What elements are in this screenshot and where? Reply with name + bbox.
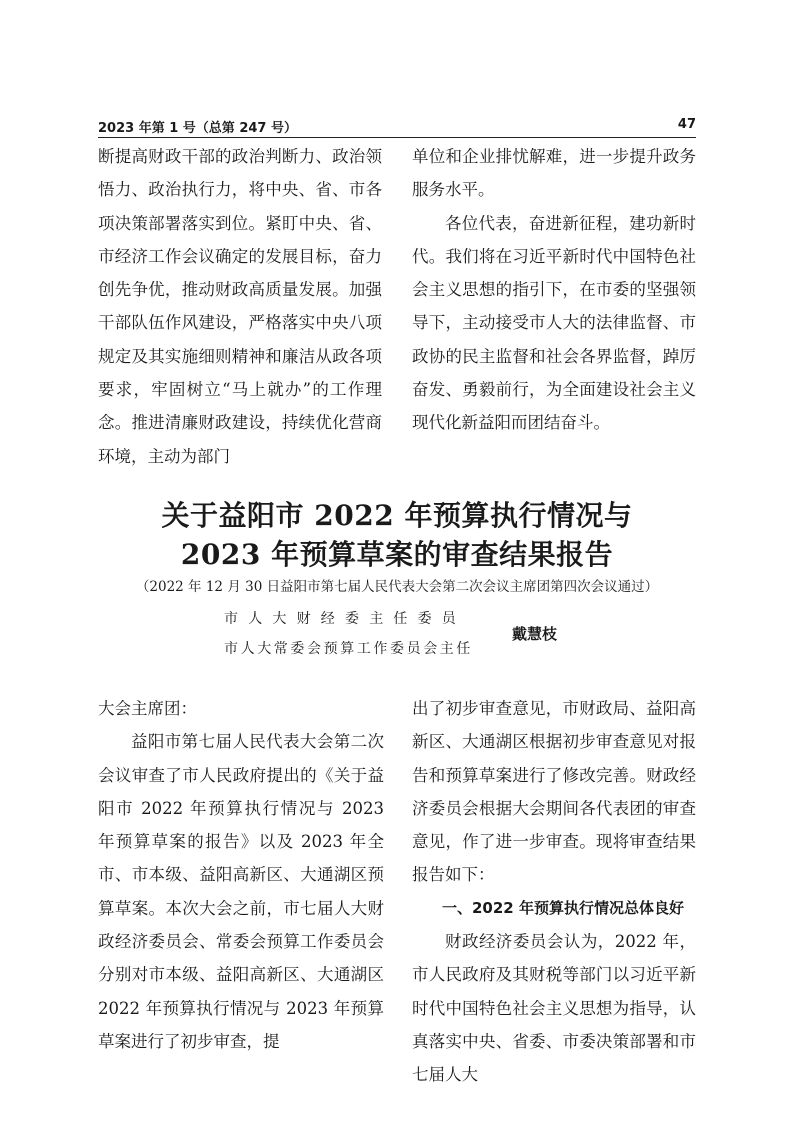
body-paragraph: 财政经济委员会认为，2022 年，市人民政府及其财税等部门以习近平新时代中国特色社会主义思想为指导，认真落实中央、省委、市委决策部署和市七届人大 [412, 932, 696, 1085]
section-heading: 一、2022 年预算执行情况总体良好 [442, 898, 684, 917]
previous-article-right-column [412, 140, 696, 440]
previous-article-left-column [98, 140, 382, 473]
closing-paragraph: 各位代表，奋进新征程，建功新时代。我们将在习近平新时代中国特色社会主义思想的指引下，在市委的坚强领导下，主动接受市人大的法律监督、市政协的民主监督和社会各界监督，踔厉奋发、勇毅前行，为全面建设社会主义现代化新益阳而团结奋斗。 [412, 213, 696, 433]
article-title-line-2: 2023 年预算草案的审查结果报告 [180, 538, 614, 571]
author-name: 戴慧枝 [512, 625, 558, 643]
continued-paragraph: 断提高财政干部的政治判断力、政治领悟力、政治执行力，将中央、省、市各项决策部署落实到位。紧盯中央、省、市经济工作会议确定的发展目标，奋力创先争优，推动财政高质量发展。加强干部队伍作风建设，严格落实中央八项规定及其实施细则精神和廉洁从政各项要求，牢固树立“马上就办”的工作理念。推进清廉财政建设，持续优化营商环境，主动为部门 [98, 147, 382, 466]
continued-paragraph-end: 单位和企业排忧解难，进一步提升政务服务水平。 [412, 147, 696, 200]
article-subtitle: （2022 年 12 月 30 日益阳市第七届人民代表大会第二次会议主席团第四次会议通过） [135, 579, 659, 595]
salutation: 大会主席团： [98, 699, 197, 718]
author-role-1: 市人大财经委主任委员 [224, 611, 466, 627]
article-left-column [98, 692, 384, 1058]
issue-label: 2023 年第 1 号（总第 247 号） [98, 121, 297, 136]
body-paragraph-continued: 出了初步审查意见，市财政局、益阳高新区、大通湖区根据初步审查意见对报告和预算草案进行了修改完善。财政经济委员会根据大会期间各代表团的审查意见，作了进一步审查。现将审查结果报告如下： [412, 699, 696, 885]
article-title-line-1: 关于益阳市 2022 年预算执行情况与 [161, 499, 633, 532]
body-paragraph: 益阳市第七届人民代表大会第二次会议审查了市人民政府提出的《关于益阳市 2022 年预算执行情况与 2023 年预算草案的报告》以及 2023 年全市、市本级、益阳高新区、大通湖区预算草案。本次大会之前，市七届人大财政经济委员会、常委会预算工作委员会分别对市本级、益阳高新区、大通湖区 2022 年预算执行情况与 2023 年预算草案进行了初步审查，提 [98, 732, 384, 1051]
page-number: 47 [677, 117, 696, 132]
article-right-column [412, 692, 696, 1092]
author-role-2: 市人大常委会预算工作委员会主任 [224, 641, 473, 657]
running-header [98, 117, 696, 138]
